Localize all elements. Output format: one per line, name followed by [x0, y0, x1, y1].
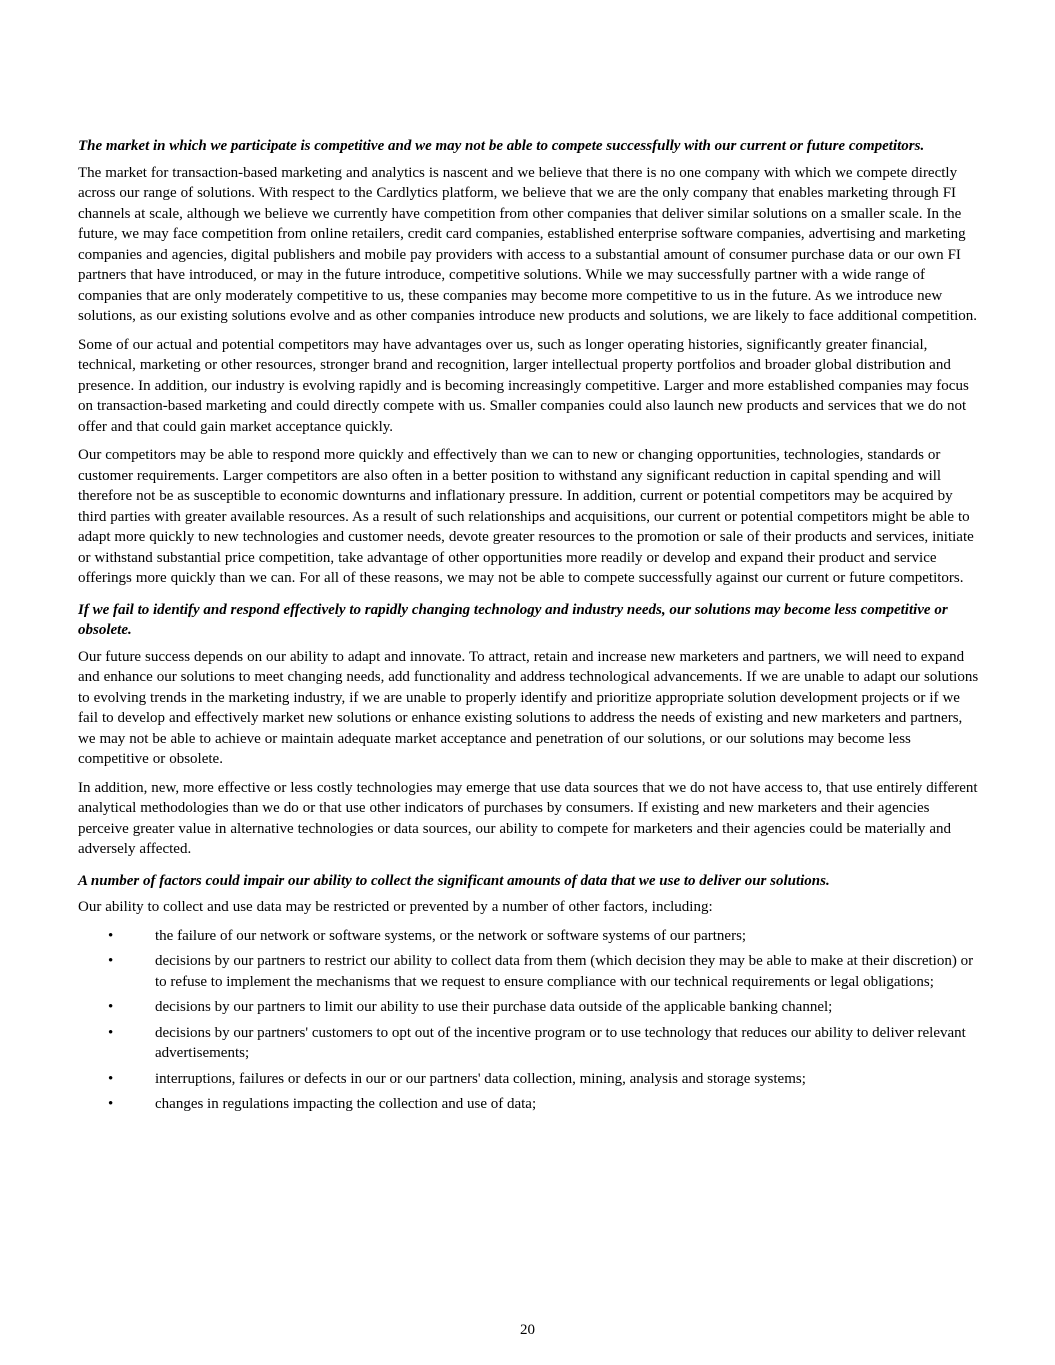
paragraph: Our ability to collect and use data may be restricted or prevented by a number of other factors, including:: [78, 899, 713, 915]
bullet-icon: •: [108, 927, 114, 944]
list-item-text: decisions by our partners to limit our ability to use their purchase data outside of the applicable banking channel;: [155, 999, 833, 1015]
paragraph: Some of our actual and potential competitors may have advantages over us, such as longer operating histories, significantly greater financial, technical, marketing or other resources, stronger brand and recognition, larger intellectual property portfolios and broader global distribution and presence. In addition, our industry is evolving rapidly and is becoming increasingly competitive. Larger and more established companies may focus on transaction-based marketing and could directly compete with us. Smaller companies could also launch new products and services that we do not offer and that could gain market acceptance quickly.: [78, 336, 969, 435]
document-page: [78, 136, 980, 1120]
list-item: [78, 1094, 980, 1115]
bullet-icon: •: [108, 1024, 114, 1041]
list-item-text: interruptions, failures or defects in our or our partners' data collection, mining, analysis and storage systems;: [155, 1070, 806, 1087]
paragraph: The market for transaction-based marketing and analytics is nascent and we believe that there is no one company with which we compete directly across our range of solutions. With respect to the Cardlytics platform, we believe that we are the only company that enables marketing through FI channels at scale, although we believe we currently have competition from other companies that deliver similar solutions on a smaller scale. In the future, we may face competition from online retailers, credit card companies, established enterprise software companies, advertising and marketing companies and agencies, digital publishers and mobile pay providers with access to a substantial amount of consumer purchase data or our own FI partners that have introduced, or may in the future introduce, competitive solutions. While we may successfully partner with a wide range of companies that are only moderately competitive to us, these companies may become more competitive to us in the future. As we introduce new solutions, as our existing solutions evolve and as other companies introduce new products and solutions, we are likely to face additional competition.: [78, 164, 978, 324]
list-item-text: decisions by our partners' customers to opt out of the incentive program or to use technology that reduces our ability to deliver relevant advertisements;: [155, 1024, 966, 1061]
bullet-icon: •: [108, 999, 114, 1015]
list-item: [78, 926, 980, 947]
section-heading-technology: If we fail to identify and respond effectively to rapidly changing technology and industry needs, our solutions may become less competitive or obsolete.: [78, 601, 948, 638]
bullet-icon: •: [108, 953, 114, 969]
list-item: [78, 1069, 980, 1090]
list-item: [78, 1023, 980, 1064]
bullet-icon: •: [108, 1070, 114, 1087]
bullet-list: [78, 926, 980, 1115]
bullet-icon: •: [108, 1096, 114, 1112]
paragraph: Our competitors may be able to respond more quickly and effectively than we can to new or changing opportunities, technologies, standards or customer requirements. Larger competitors are also often in a better position to withstand any significant reduction in capital spending and will therefore not be as susceptible to economic downturns and inflationary pressure. In addition, current or potential competitors may be acquired by third parties with greater available resources. As a result of such relationships and acquisitions, our current or potential competitors might be able to adapt more quickly to new technologies and customer needs, devote greater resources to the promotion or sale of their products and services, initiate or withstand substantial price competition, take advantage of other opportunities more readily or develop and expand their product and service offerings more quickly than we can. For all of these reasons, we may not be able to compete successfully against our current or future competitors.: [78, 447, 974, 586]
paragraph: Our future success depends on our ability to adapt and innovate. To attract, retain and increase new marketers and partners, we will need to expand and enhance our solutions to meet changing needs, add functionality and address technological advancements. If we are unable to adapt our solutions to evolving trends in the marketing industry, if we are unable to properly identify and prioritize appropriate solution development projects or if we fail to develop and effectively market new solutions or enhance existing solutions to address the needs of existing and new marketers and partners, we may not be able to achieve or maintain adequate market acceptance and penetration of our solutions, or our solutions may become less competitive or obsolete.: [78, 648, 979, 767]
list-item-text: the failure of our network or software systems, or the network or software systems of our partners;: [155, 927, 747, 944]
list-item-text: decisions by our partners to restrict our ability to collect data from them (which decision they may be able to make at their discretion) or to refuse to implement the mechanisms that we request to ensure compliance with our technical requirements or legal obligations;: [155, 953, 974, 990]
page-number: 20: [520, 1322, 535, 1338]
list-item: [78, 997, 980, 1018]
section-heading-data-collection: A number of factors could impair our ability to collect the significant amounts of data that we use to deliver our solutions.: [78, 872, 830, 889]
section-heading-competition: The market in which we participate is competitive and we may not be able to compete successfully with our current or future competitors.: [78, 138, 925, 154]
list-item: [78, 951, 980, 992]
paragraph: In addition, new, more effective or less costly technologies may emerge that use data sources that we do not have access to, that use entirely different analytical methodologies than we do or that use other indicators of purchases by consumers. If existing and new marketers and their agencies perceive greater value in alternative technologies or data sources, our ability to compete for marketers and their agencies could be materially and adversely affected.: [78, 779, 978, 857]
list-item-text: changes in regulations impacting the collection and use of data;: [155, 1096, 537, 1112]
